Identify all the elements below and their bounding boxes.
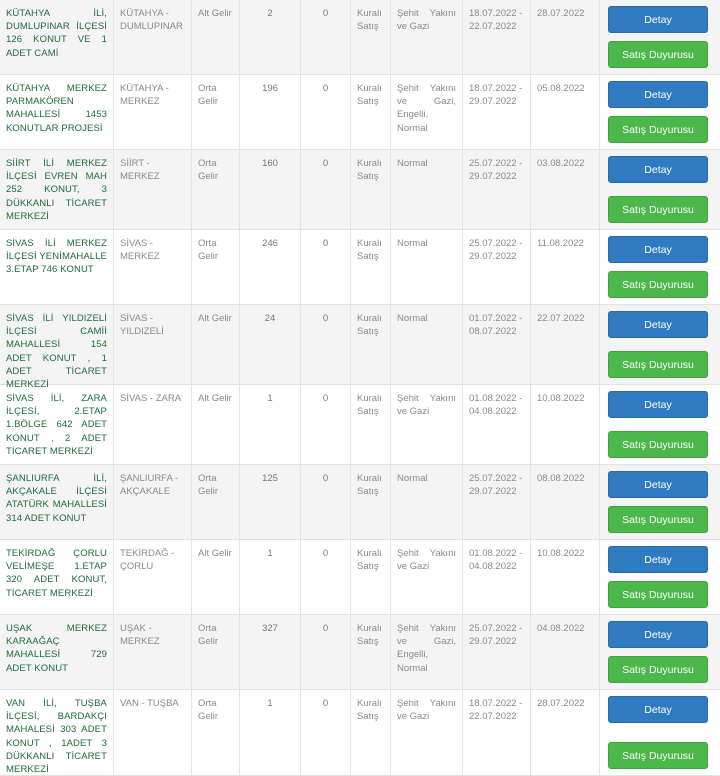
sale-type: Kuralı Satış xyxy=(351,305,391,384)
sale-announcement-button[interactable]: Satış Duyurusu xyxy=(608,351,708,378)
row-actions xyxy=(600,465,720,539)
application-dates: 25.07.2022 - 29.07.2022 xyxy=(463,230,531,304)
project-name: KÜTAHYA MERKEZ PARMAKÖREN MAHALLESİ 1453 KONUTLAR PROJESİ xyxy=(0,75,114,149)
detail-button[interactable]: Detay xyxy=(608,156,708,183)
draw-date: 10.08.2022 xyxy=(531,385,600,464)
sale-type: Kuralı Satış xyxy=(351,75,391,149)
location: SİVAS - MERKEZ xyxy=(114,230,192,304)
income-group: Alt Gelir xyxy=(192,540,240,614)
target-group: Normal xyxy=(391,305,463,384)
unit-count: 327 xyxy=(240,615,301,689)
sale-type: Kuralı Satış xyxy=(351,0,391,74)
application-dates: 01.07.2022 - 08.07.2022 xyxy=(463,305,531,384)
table-row xyxy=(0,540,720,615)
location: VAN - TUŞBA xyxy=(114,690,192,775)
detail-button[interactable]: Detay xyxy=(608,471,708,498)
application-dates: 25.07.2022 - 29.07.2022 xyxy=(463,150,531,229)
unit-count: 2 xyxy=(240,0,301,74)
draw-date: 08.08.2022 xyxy=(531,465,600,539)
sale-announcement-button[interactable]: Satış Duyurusu xyxy=(608,271,708,298)
unit-count: 1 xyxy=(240,385,301,464)
sale-announcement-button[interactable]: Satış Duyurusu xyxy=(608,581,708,608)
detail-button[interactable]: Detay xyxy=(608,696,708,723)
project-name: TEKİRDAĞ ÇORLU VELİMEŞE 1.ETAP 320 ADET KONUT, TİCARET MERKEZİ xyxy=(0,540,114,614)
row-actions xyxy=(600,615,720,689)
target-group: Şehit Yakını ve Gazi, Engelli, Normal xyxy=(391,75,463,149)
row-actions xyxy=(600,230,720,304)
location: SİİRT - MERKEZ xyxy=(114,150,192,229)
project-name: VAN İLİ, TUŞBA İLÇESİ, BARDAKÇI MAHALESİ 303 ADET KONUT , 1ADET 3 DÜKKANLI TİCARET MERKEZİ xyxy=(0,690,114,775)
application-dates: 25.07.2022 - 29.07.2022 xyxy=(463,615,531,689)
location: UŞAK - MERKEZ xyxy=(114,615,192,689)
detail-button[interactable]: Detay xyxy=(608,6,708,33)
table-row xyxy=(0,690,720,776)
target-group: Normal xyxy=(391,150,463,229)
income-group: Alt Gelir xyxy=(192,305,240,384)
target-group: Şehit Yakını ve Gazi xyxy=(391,0,463,74)
applicant-count: 0 xyxy=(301,540,351,614)
unit-count: 1 xyxy=(240,690,301,775)
table-row xyxy=(0,385,720,465)
detail-button[interactable]: Detay xyxy=(608,311,708,338)
sale-announcement-button[interactable]: Satış Duyurusu xyxy=(608,656,708,683)
row-actions xyxy=(600,540,720,614)
sale-announcement-button[interactable]: Satış Duyurusu xyxy=(608,196,708,223)
sale-type: Kuralı Satış xyxy=(351,540,391,614)
location: ŞANLIURFA - AKÇAKALE xyxy=(114,465,192,539)
draw-date: 11.08.2022 xyxy=(531,230,600,304)
applicant-count: 0 xyxy=(301,385,351,464)
table-row xyxy=(0,465,720,540)
detail-button[interactable]: Detay xyxy=(608,546,708,573)
applicant-count: 0 xyxy=(301,150,351,229)
income-group: Orta Gelir xyxy=(192,690,240,775)
sale-announcement-button[interactable]: Satış Duyurusu xyxy=(608,41,708,68)
row-actions xyxy=(600,385,720,464)
unit-count: 160 xyxy=(240,150,301,229)
table-row xyxy=(0,0,720,75)
target-group: Şehit Yakını ve Gazi xyxy=(391,690,463,775)
location: SİVAS - ZARA xyxy=(114,385,192,464)
applicant-count: 0 xyxy=(301,230,351,304)
project-name: SİVAS İLİ YILDIZELİ İLÇESİ CAMİİ MAHALLESİ 154 ADET KONUT , 1 ADET TİCARET MERKEZİ xyxy=(0,305,114,384)
draw-date: 10.08.2022 xyxy=(531,540,600,614)
row-actions xyxy=(600,150,720,229)
sale-announcement-button[interactable]: Satış Duyurusu xyxy=(608,431,708,458)
income-group: Orta Gelir xyxy=(192,615,240,689)
unit-count: 246 xyxy=(240,230,301,304)
applicant-count: 0 xyxy=(301,0,351,74)
draw-date: 04.08.2022 xyxy=(531,615,600,689)
income-group: Orta Gelir xyxy=(192,75,240,149)
income-group: Orta Gelir xyxy=(192,230,240,304)
table-row xyxy=(0,305,720,391)
table-row xyxy=(0,615,720,690)
sale-type: Kuralı Satış xyxy=(351,465,391,539)
project-name: SİVAS İLİ MERKEZ İLÇESİ YENİMAHALLE 3.ETAP 746 KONUT xyxy=(0,230,114,304)
sale-type: Kuralı Satış xyxy=(351,690,391,775)
detail-button[interactable]: Detay xyxy=(608,621,708,648)
row-actions xyxy=(600,305,720,384)
income-group: Alt Gelir xyxy=(192,385,240,464)
income-group: Orta Gelir xyxy=(192,465,240,539)
unit-count: 125 xyxy=(240,465,301,539)
draw-date: 05.08.2022 xyxy=(531,75,600,149)
sale-announcement-button[interactable]: Satış Duyurusu xyxy=(608,116,708,143)
application-dates: 18.07.2022 - 22.07.2022 xyxy=(463,0,531,74)
sale-type: Kuralı Satış xyxy=(351,615,391,689)
project-name: SİVAS İLİ, ZARA İLÇESİ, 2.ETAP 1.BÖLGE 642 ADET KONUT , 2 ADET TİCARET MERKEZİ xyxy=(0,385,114,464)
sale-type: Kuralı Satış xyxy=(351,150,391,229)
sale-announcement-button[interactable]: Satış Duyurusu xyxy=(608,742,708,769)
application-dates: 01.08.2022 - 04.08.2022 xyxy=(463,540,531,614)
sale-type: Kuralı Satış xyxy=(351,230,391,304)
location: KÜTAHYA - MERKEZ xyxy=(114,75,192,149)
draw-date: 03.08.2022 xyxy=(531,150,600,229)
application-dates: 25.07.2022 - 29.07.2022 xyxy=(463,465,531,539)
detail-button[interactable]: Detay xyxy=(608,391,708,418)
target-group: Normal xyxy=(391,465,463,539)
unit-count: 24 xyxy=(240,305,301,384)
detail-button[interactable]: Detay xyxy=(608,236,708,263)
application-dates: 01.08.2022 - 04.08.2022 xyxy=(463,385,531,464)
application-dates: 18.07.2022 - 22.07.2022 xyxy=(463,690,531,775)
draw-date: 28.07.2022 xyxy=(531,690,600,775)
detail-button[interactable]: Detay xyxy=(608,81,708,108)
income-group: Alt Gelir xyxy=(192,0,240,74)
location: TEKİRDAĞ - ÇORLU xyxy=(114,540,192,614)
application-dates: 18.07.2022 - 29.07.2022 xyxy=(463,75,531,149)
applicant-count: 0 xyxy=(301,615,351,689)
target-group: Şehit Yakını ve Gazi xyxy=(391,540,463,614)
applicant-count: 0 xyxy=(301,465,351,539)
target-group: Normal xyxy=(391,230,463,304)
project-name: UŞAK MERKEZ KARAAĞAÇ MAHALLESİ 729 ADET KONUT xyxy=(0,615,114,689)
income-group: Orta Gelir xyxy=(192,150,240,229)
table-row xyxy=(0,230,720,305)
table-row xyxy=(0,75,720,150)
row-actions xyxy=(600,75,720,149)
applicant-count: 0 xyxy=(301,75,351,149)
unit-count: 1 xyxy=(240,540,301,614)
project-name: SİİRT İLİ MERKEZ İLÇESİ EVREN MAH 252 KONUT, 3 DÜKKANLI TİCARET MERKEZİ xyxy=(0,150,114,229)
project-name: KÜTAHYA İLİ, DUMLUPINAR İLÇESİ 126 KONUT VE 1 ADET CAMİ xyxy=(0,0,114,74)
project-name: ŞANLIURFA İLİ, AKÇAKALE İLÇESİ ATATÜRK MAHALLESİ 314 ADET KONUT xyxy=(0,465,114,539)
unit-count: 196 xyxy=(240,75,301,149)
location: SİVAS - YILDIZELİ xyxy=(114,305,192,384)
draw-date: 22.07.2022 xyxy=(531,305,600,384)
row-actions xyxy=(600,0,720,74)
sale-type: Kuralı Satış xyxy=(351,385,391,464)
target-group: Şehit Yakını ve Gazi, Engelli, Normal xyxy=(391,615,463,689)
target-group: Şehit Yakını ve Gazi xyxy=(391,385,463,464)
draw-date: 28.07.2022 xyxy=(531,0,600,74)
sale-announcement-button[interactable]: Satış Duyurusu xyxy=(608,506,708,533)
applicant-count: 0 xyxy=(301,305,351,384)
applicant-count: 0 xyxy=(301,690,351,775)
location: KÜTAHYA - DUMLUPINAR xyxy=(114,0,192,74)
row-actions xyxy=(600,690,720,775)
table-row xyxy=(0,150,720,230)
